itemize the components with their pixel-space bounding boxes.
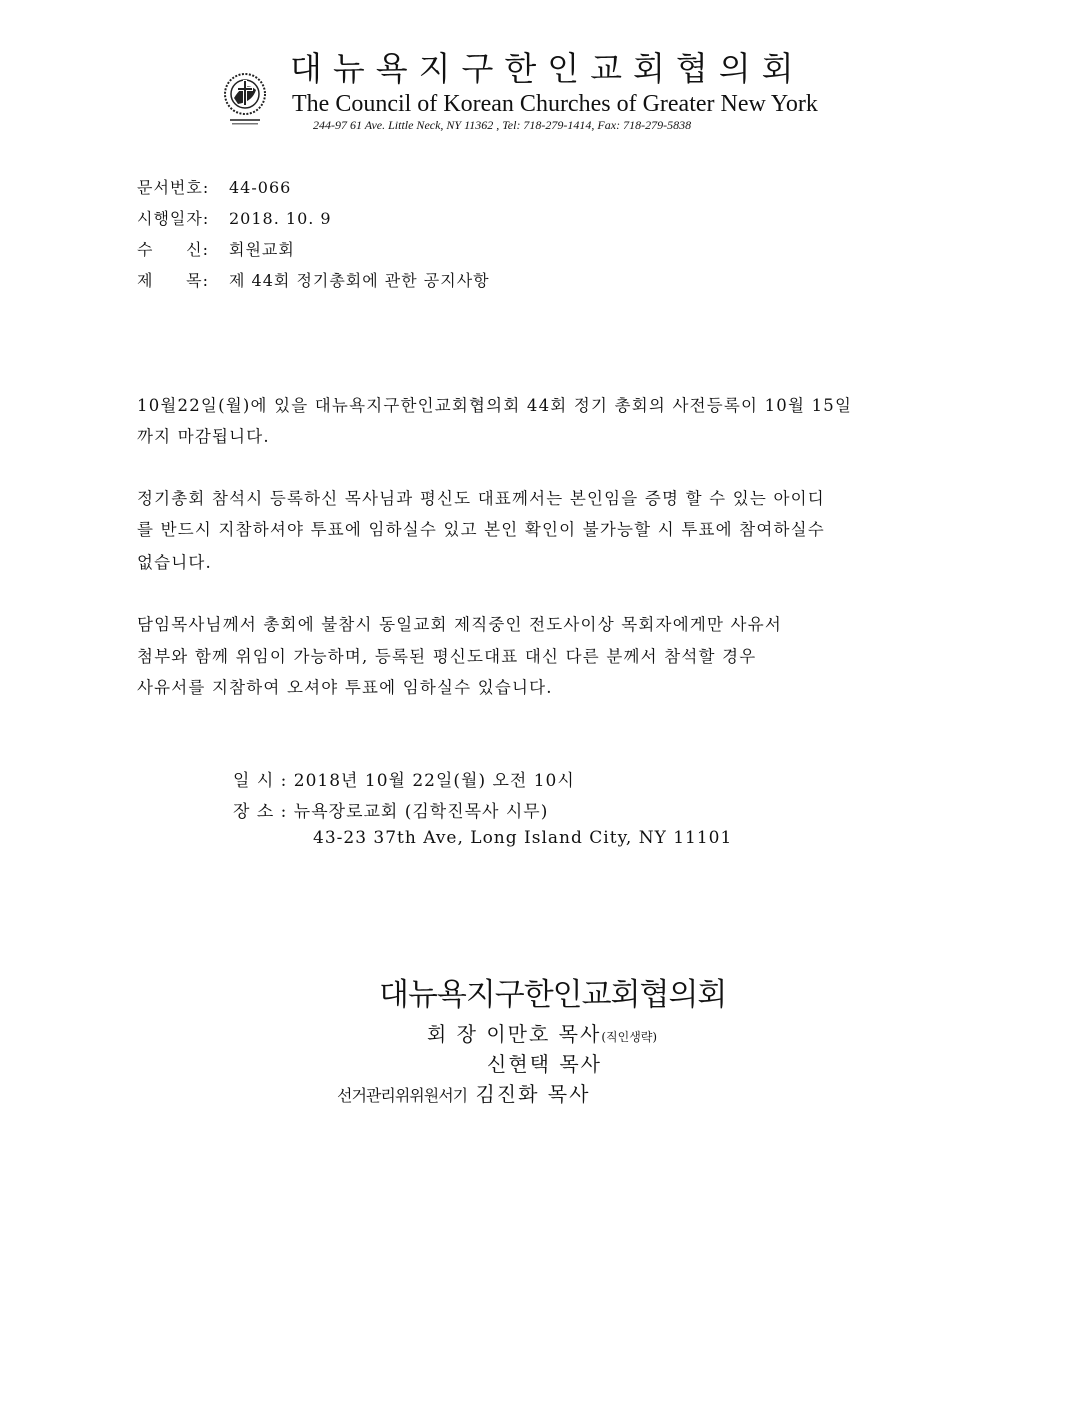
paragraph-1-line-2: 까지 마감됩니다. xyxy=(137,427,270,446)
event-time-row xyxy=(233,773,575,790)
president-title: 회 장 xyxy=(427,1022,478,1046)
date-label: 시행일자: xyxy=(137,209,210,228)
president-name: 이만호 목사 xyxy=(486,1022,602,1046)
recipient-row xyxy=(137,242,295,258)
event-place-row xyxy=(233,804,548,821)
paragraph-3-line-2: 첨부와 함께 위임이 가능하며, 등록된 평신도대표 대신 다른 분께서 참석할 경우 xyxy=(137,647,757,666)
event-place-label: 장 소 : xyxy=(233,802,288,822)
org-address: 244-97 61 Ave. Little Neck, NY 11362 , Tel: 718-279-1414, Fax: 718-279-5838 xyxy=(313,118,692,132)
election-committee-line xyxy=(337,1084,590,1104)
org-name-korean: 대뉴욕지구한인교회협의회 xyxy=(290,49,805,88)
paragraph-1-line-1: 10월22일(월)에 있을 대뉴욕지구한인교회협의회 44회 정기 총회의 사전등록이 10월 15일 xyxy=(137,396,853,415)
issue-date: 2018. 10. 9 xyxy=(229,209,332,228)
paragraph-3-line-1: 담임목사님께서 총회에 불참시 동일교회 제직중인 전도사이상 목회자에게만 사유서 xyxy=(137,615,782,634)
event-time: 2018년 10월 22일(월) 오전 10시 xyxy=(293,771,575,791)
recipient-label: 수 신: xyxy=(137,240,209,259)
paragraph-2-line-1: 정기총회 참석시 등록하신 목사님과 평신도 대표께서는 본인임을 증명 할 수 있는 아이디 xyxy=(137,489,825,508)
election-committee-name: 김진화 목사 xyxy=(475,1082,591,1106)
church-seal-logo-icon xyxy=(222,70,268,128)
event-address: 43-23 37th Ave, Long Island City, NY 11101 xyxy=(313,828,733,848)
subject-row xyxy=(137,273,490,289)
paragraph-3-line-3: 사유서를 지참하여 오셔야 투표에 임하실수 있습니다. xyxy=(137,678,553,697)
event-time-label: 일 시 : xyxy=(233,771,288,791)
doc-number-label: 문서번호: xyxy=(137,178,210,197)
doc-number-row xyxy=(137,180,291,196)
election-committee-title: 선거관리위위원서기 xyxy=(337,1086,468,1105)
seal-omitted-note: (직인생략) xyxy=(601,1030,658,1044)
doc-number: 44-066 xyxy=(229,178,292,197)
paragraph-2-line-3: 없습니다. xyxy=(137,553,213,572)
signature-org-name: 대뉴욕지구한인교회협의회 xyxy=(379,977,727,1013)
date-row xyxy=(137,211,332,227)
second-signatory: 신현택 목사 xyxy=(487,1052,602,1076)
paragraph-2-line-2: 를 반드시 지참하셔야 투표에 임하실수 있고 본인 확인이 불가능할 시 투표에 참여하실수 xyxy=(137,520,825,539)
president-line xyxy=(427,1024,657,1044)
recipient: 회원교회 xyxy=(229,240,295,259)
subject-label: 제 목: xyxy=(137,271,209,290)
org-name-english: The Council of Korean Churches of Greater New York xyxy=(292,91,818,117)
subject: 제 44회 정기총회에 관한 공지사항 xyxy=(229,271,490,290)
event-place: 뉴욕장로교회 (김학진목사 시무) xyxy=(293,802,549,822)
